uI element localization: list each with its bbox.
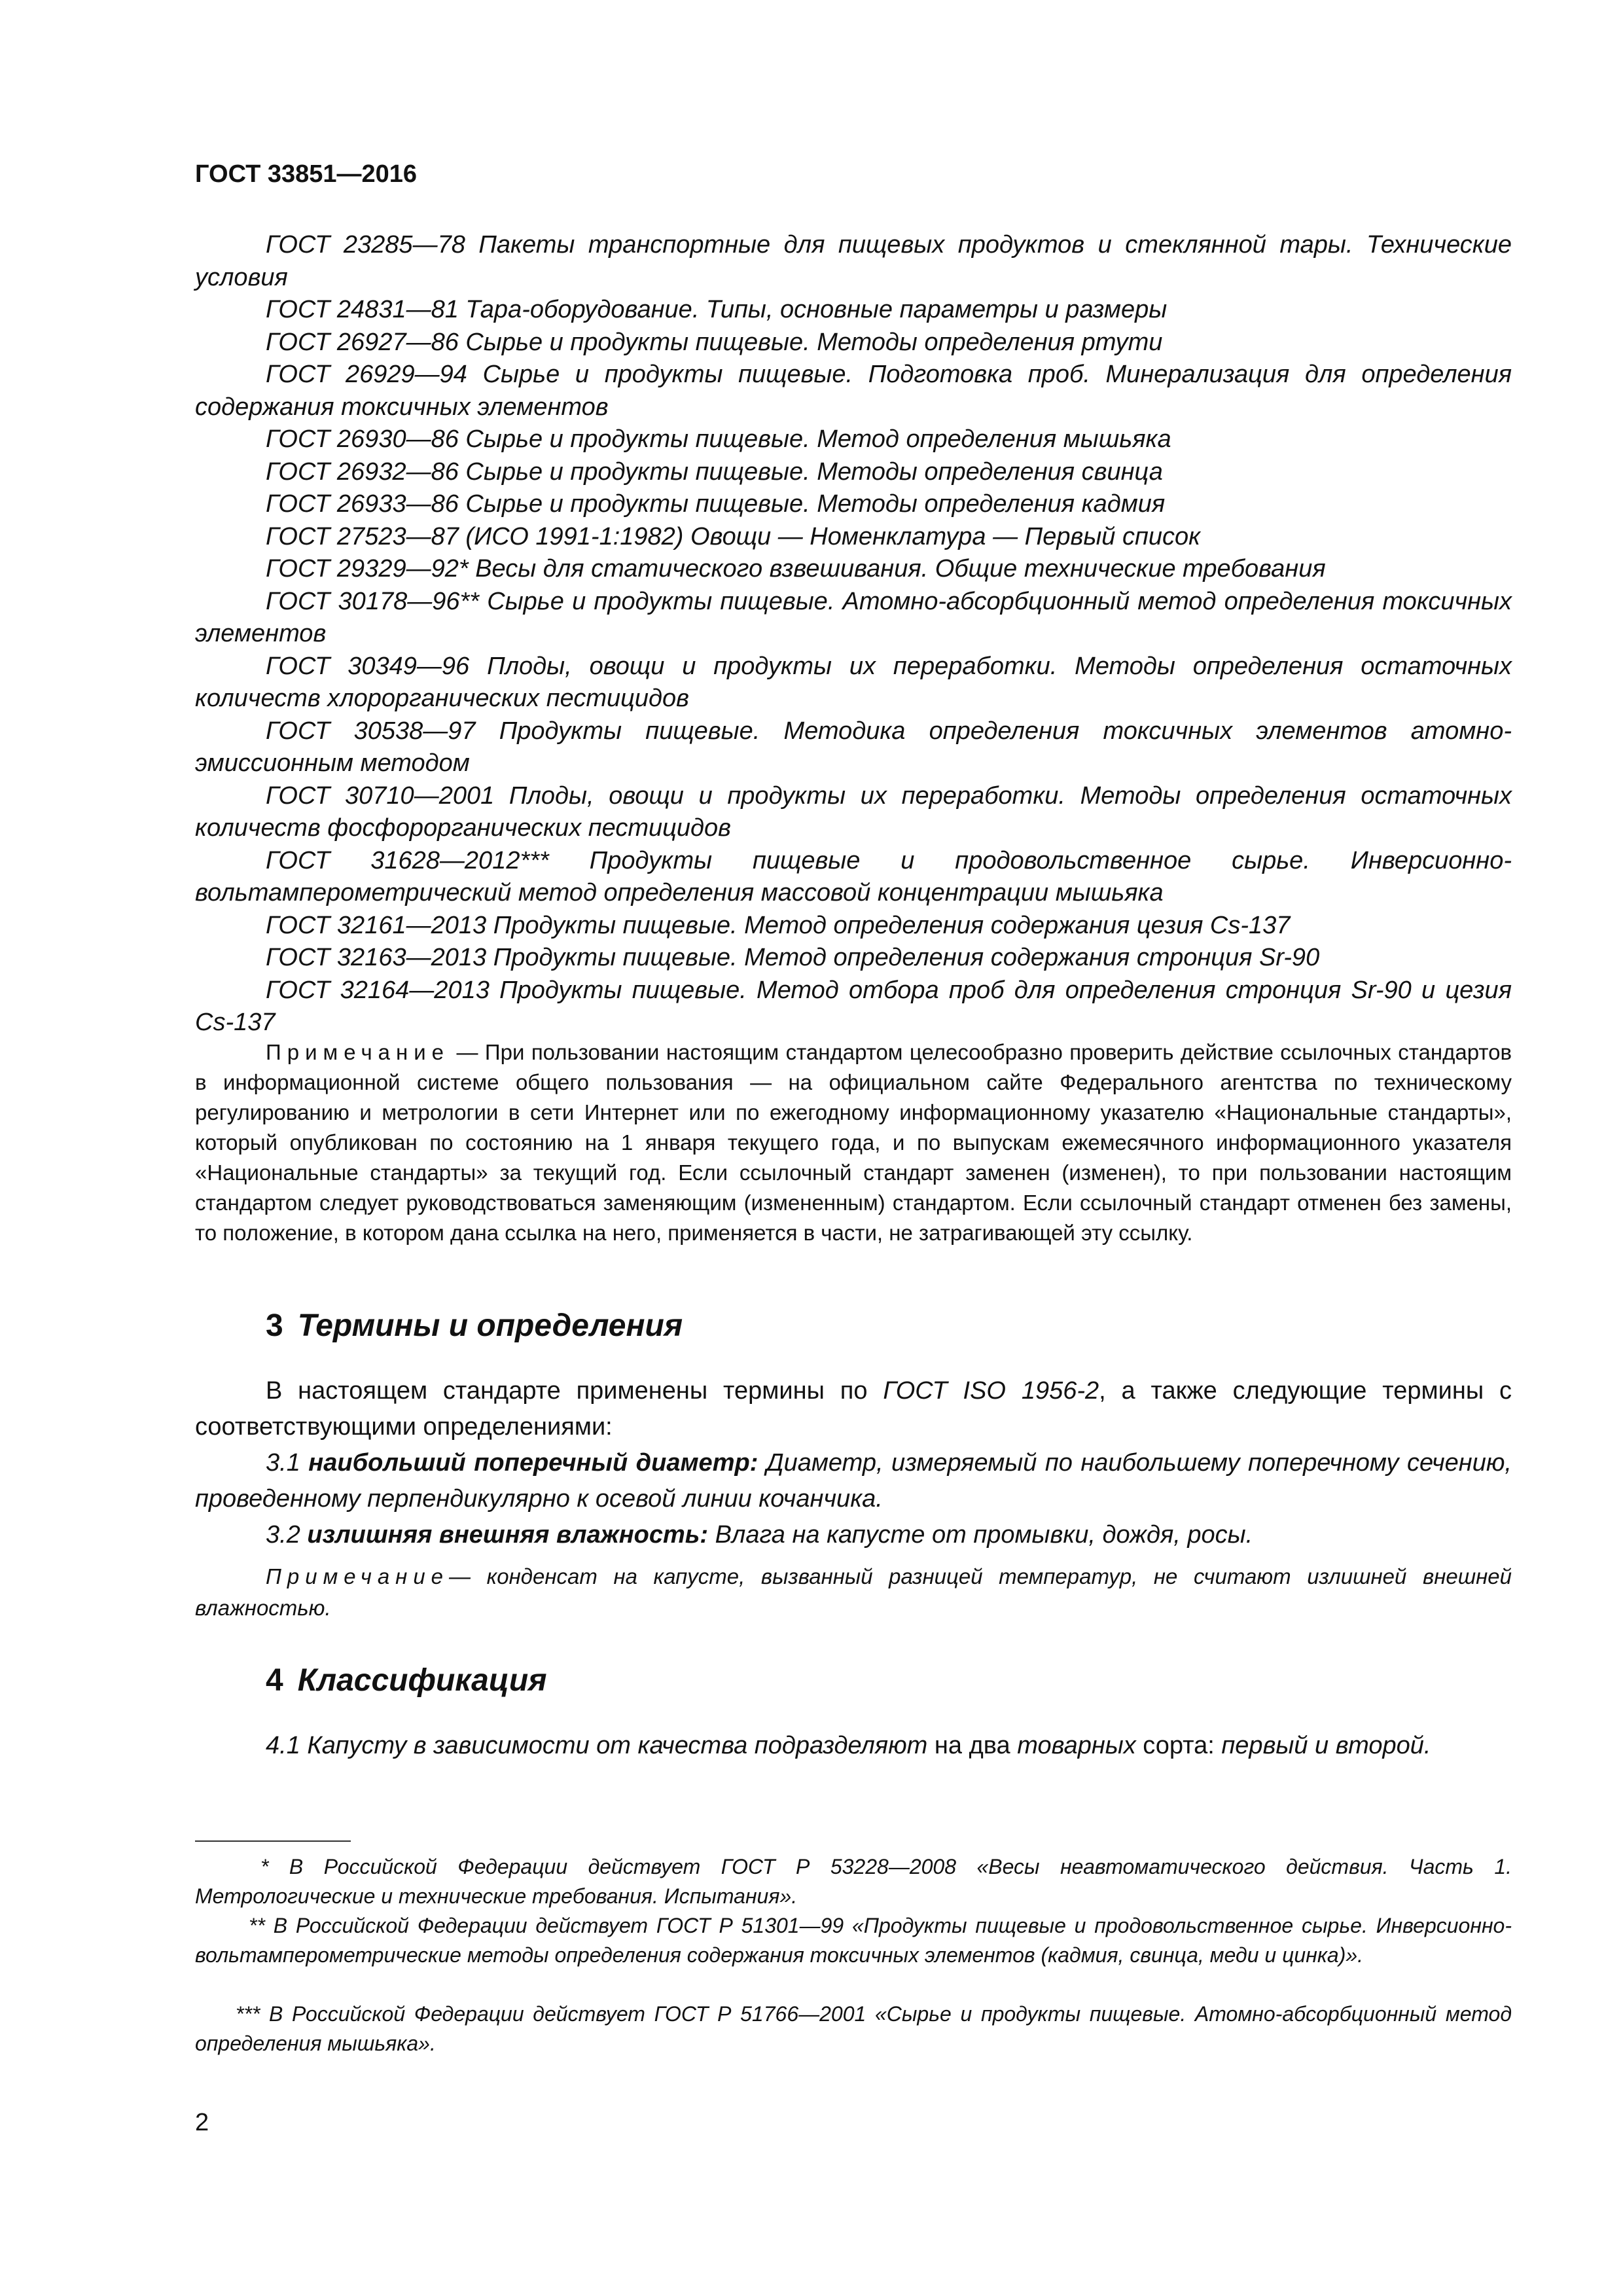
footnote-3: *** В Российской Федерации действует ГОСТ Р 51766—2001 «Сырье и продукты пищевые. Атомно-абсорбционный метод определения мышьяка». <box>195 2002 1512 2055</box>
reference-text: Сырье и продукты пищевые. Атомно-абсорбционный метод определения токсичных элементов <box>195 587 1512 647</box>
note-text: — конденсат на капусте, вызванный разницей температур, не считают излишней внешней влажностью. <box>195 1564 1512 1620</box>
footnote-1: * В Российской Федерации действует ГОСТ Р 53228—2008 «Весы неавтоматического действия. Часть 1. Метрологические и технические требования. Испытания». <box>195 1855 1512 1908</box>
page-number: 2 <box>195 2109 209 2136</box>
reference-text: Тара-оборудование. Типы, основные параметры и размеры <box>465 296 1168 323</box>
footnote-2: ** В Российской Федерации действует ГОСТ Р 51301—99 «Продукты пищевые и продовольственное сырье. Инверсионно-вольтамперометрические методы определения содержания токсичных элементов (кадмия, свинца, меди и цинка)». <box>195 1914 1512 1967</box>
normative-references-list <box>195 229 1512 1039</box>
section-title: Термины и определения <box>297 1308 683 1343</box>
reference-code: ГОСТ 26932—86 <box>266 457 459 486</box>
term-definition: Влага на капусте от промывки, дождя, росы. <box>715 1521 1253 1549</box>
reference-text: Сырье и продукты пищевые. Подготовка проб. Минерализация для определения содержания токсичных элементов <box>195 361 1512 421</box>
reference-code: ГОСТ 26933—86 <box>266 490 459 518</box>
reference-text: Сырье и продукты пищевые. Методы определения свинца <box>465 457 1163 486</box>
reference-text: Продукты пищевые. Методика определения токсичных элементов атомно-эмиссионным методом <box>195 717 1512 777</box>
section-3-heading <box>266 1308 683 1344</box>
reference-code: ГОСТ 23285—78 <box>266 231 465 259</box>
reference-code: ГОСТ 24831—81 <box>266 296 459 323</box>
note-label: Примечание <box>266 1040 450 1064</box>
reference-item <box>195 586 1512 651</box>
reference-code: ГОСТ 30538—97 <box>266 717 476 745</box>
reference-text: Продукты пищевые и продовольственное сырье. Инверсионно-вольтамперометрический метод определения массовой концентрации мышьяка <box>195 846 1512 906</box>
reference-code: ГОСТ 32164—2013 <box>266 976 490 1004</box>
reference-code: ГОСТ 26930—86 <box>266 425 459 453</box>
reference-item <box>195 910 1512 942</box>
section-number: 4 <box>266 1663 283 1698</box>
reference-text: Сырье и продукты пищевые. Методы определения ртути <box>465 328 1163 356</box>
reference-text: Весы для статического взвешивания. Общие технические требования <box>475 555 1326 583</box>
reference-code: ГОСТ 26929—94 <box>266 361 467 388</box>
reference-text: Пакеты транспортные для пищевых продуктов и стеклянной тары. Технические условия <box>195 231 1512 291</box>
reference-item <box>195 521 1512 554</box>
document-header: ГОСТ 33851—2016 <box>195 160 418 188</box>
reference-item <box>195 651 1512 715</box>
note-text: — При пользовании настоящим стандартом целесообразно проверить действие ссылочных стандартов в информационной системе общего пользования — на официальном сайте Федерального агентства по техническому регулированию и метрологии в сети Интернет или по ежегодному информационному указателю «Национальные стандарты», который опубликован по состоянию на 1 января текущего года, и по выпускам ежемесячного информационного указателя «Национальные стандарты» за текущий год. Если ссылочный стандарт заменен (изменен), то при пользовании настоящим стандартом следует руководствоваться заменяющим (измененным) стандартом. Если ссылочный стандарт отменен без замены, то положение, в котором дана ссылка на него, применяется в части, не затрагивающей эту ссылку. <box>195 1040 1512 1245</box>
section-number: 3 <box>266 1308 283 1343</box>
reference-item <box>195 942 1512 975</box>
terms-note <box>195 1561 1512 1624</box>
reference-item <box>195 780 1512 845</box>
section-title: Классификация <box>297 1663 547 1698</box>
term-number: 3.2 <box>266 1521 300 1549</box>
reference-item <box>195 327 1512 359</box>
reference-item <box>195 359 1512 423</box>
reference-text: Сырье и продукты пищевые. Методы определения кадмия <box>465 490 1166 518</box>
term-3-1 <box>195 1445 1512 1517</box>
section-3-intro: В настоящем стандарте применены термины по ГОСТ ISO 1956-2, а также следующие термины с соответствующими определениями: <box>195 1377 1512 1441</box>
term-3-2 <box>195 1517 1512 1553</box>
standard-reference: ГОСТ ISO 1956-2 <box>883 1377 1099 1405</box>
section-4-heading <box>266 1662 546 1698</box>
reference-code: ГОСТ 30178—96** <box>266 587 480 615</box>
reference-item <box>195 488 1512 521</box>
note-label: Примечание <box>266 1564 450 1588</box>
reference-text: Продукты пищевые. Метод определения содержания цезия Cs-137 <box>493 911 1291 939</box>
reference-item <box>195 553 1512 586</box>
reference-text: Продукты пищевые. Метод отбора проб для определения стронция Sr-90 и цезия Cs-137 <box>195 976 1512 1036</box>
reference-item <box>195 845 1512 910</box>
reference-item <box>195 456 1512 489</box>
term-name: излишняя внешняя влажность: <box>307 1521 708 1549</box>
reference-item <box>195 423 1512 456</box>
reference-text: Сырье и продукты пищевые. Метод определения мышьяка <box>465 425 1171 453</box>
reference-code: ГОСТ 32161—2013 <box>266 911 487 939</box>
reference-code: ГОСТ 32163—2013 <box>266 944 487 971</box>
reference-code: ГОСТ 29329—92* <box>266 555 469 583</box>
references-note <box>195 1037 1512 1248</box>
reference-item <box>195 294 1512 327</box>
footnote-divider <box>195 1840 351 1842</box>
reference-text: Продукты пищевые. Метод определения содержания стронция Sr-90 <box>493 944 1320 971</box>
reference-text: Плоды, овощи и продукты их переработки. Методы определения остаточных количеств хлорорганических пестицидов <box>195 652 1512 712</box>
reference-item <box>195 229 1512 294</box>
reference-code: ГОСТ 30349—96 <box>266 652 470 680</box>
term-name: наибольший поперечный диаметр: <box>308 1449 758 1477</box>
term-number: 3.1 <box>266 1449 300 1477</box>
reference-code: ГОСТ 27523—87 (ИСО 1991-1:1982) <box>266 522 684 550</box>
reference-code: ГОСТ 30710—2001 <box>266 781 495 810</box>
reference-code: ГОСТ 26927—86 <box>266 328 459 356</box>
reference-text: Овощи — Номенклатура — Первый список <box>690 522 1201 550</box>
reference-text: Плоды, овощи и продукты их переработки. Методы определения остаточных количеств фосфорорганических пестицидов <box>195 781 1512 842</box>
section-4-paragraph: 4.1 Капусту в зависимости от качества подразделяют на два товарных сорта: первый и второй. <box>266 1732 1431 1759</box>
reference-item <box>195 715 1512 780</box>
reference-item <box>195 975 1512 1039</box>
reference-code: ГОСТ 31628—2012*** <box>266 846 549 874</box>
term-definition: Диаметр, измеряемый по наибольшему поперечному сечению, проведенному перпендикулярно к осевой линии кочанчика. <box>195 1449 1512 1513</box>
